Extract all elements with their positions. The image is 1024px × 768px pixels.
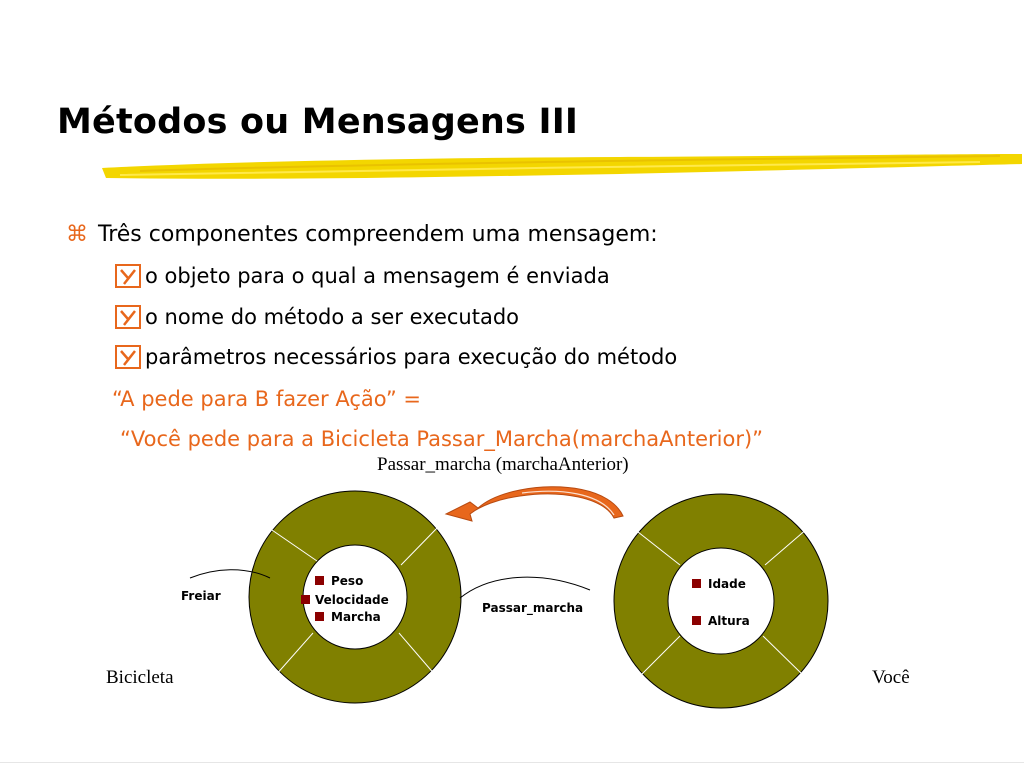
command-bullet-icon: ⌘: [66, 222, 88, 247]
slide-title: Métodos ou Mensagens III: [57, 102, 579, 142]
method-freiar: Freiar: [181, 589, 221, 603]
attribute-idade: Idade: [708, 577, 746, 591]
method-passar-marcha: Passar_marcha: [482, 601, 584, 615]
message-arrow-icon: [446, 487, 623, 521]
sub-bullet-text: parâmetros necessários para execução do método: [145, 345, 678, 369]
sub-bullet-text: o nome do método a ser executado: [145, 305, 520, 329]
attribute-marker-icon: [301, 595, 310, 604]
voce-object-ring: [614, 494, 828, 708]
quote-line-2: “Você pede para a Bicicleta Passar_Marcha(marchaAnterior)”: [120, 427, 764, 451]
attribute-marker-icon: [315, 612, 324, 621]
sub-bullet-text: o objeto para o qual a mensagem é enviada: [145, 264, 610, 288]
message-label: Passar_marcha (marchaAnterior): [377, 454, 629, 475]
main-bullet-text: Três componentes compreendem uma mensagem:: [98, 222, 658, 247]
attribute-peso: Peso: [331, 574, 364, 588]
footer-rule: [0, 762, 1024, 763]
attribute-marker-icon: [692, 616, 701, 625]
attribute-altura: Altura: [708, 614, 750, 628]
attribute-marcha: Marcha: [331, 610, 381, 624]
object-label-bicicleta: Bicicleta: [106, 667, 174, 688]
attribute-marker-icon: [692, 579, 701, 588]
attribute-marker-icon: [315, 576, 324, 585]
attribute-velocidade: Velocidade: [315, 593, 389, 607]
passar-marcha-pointer-line: [460, 577, 590, 598]
quote-line-1: “A pede para B fazer Ação” =: [112, 387, 422, 411]
object-label-voce: Você: [872, 667, 910, 688]
